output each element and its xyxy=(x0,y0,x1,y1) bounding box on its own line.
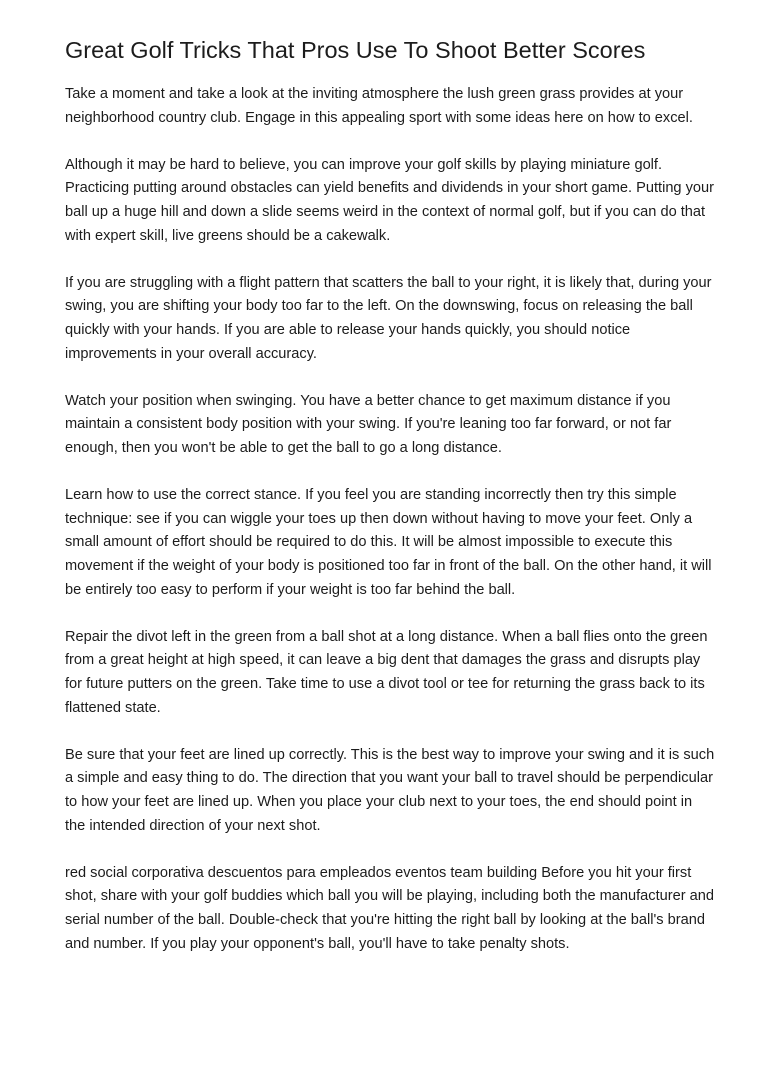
paragraph-feet-alignment: Be sure that your feet are lined up correctly. This is the best way to improve your swing and it is such a simple and easy thing to do. The direction that you want your ball to travel should be perpendicular to how your feet are lined up. When you place your club next to your toes, the end should point in the intended direction of your next shot. xyxy=(65,746,715,834)
document-page xyxy=(65,34,715,980)
paragraph-swing-position: Watch your position when swinging. You have a better chance to get maximum distance if you maintain a consistent body position with your swing. If you're leaning too far forward, or not far enough, then you won't be able to get the ball to go a long distance. xyxy=(65,392,672,456)
paragraph-ball-identification: red social corporativa descuentos para empleados eventos team building Before you hit your first shot, share with your golf buddies which ball you will be playing, including both the manufacturer and serial number of the ball. Double-check that you're hitting the right ball by looking at the ball's brand and number. If you play your opponent's ball, you'll have to take penalty shots. xyxy=(65,864,714,952)
paragraph-miniature-golf: Although it may be hard to believe, you can improve your golf skills by playing miniature golf. Practicing putting around obstacles can yield benefits and dividends in your short game. Putting your ball up a huge hill and down a slide seems weird in the context of normal golf, but if you can do that with expert skill, live greens should be a cakewalk. xyxy=(65,156,714,244)
paragraph-flight-pattern: If you are struggling with a flight pattern that scatters the ball to your right, it is likely that, during your swing, you are shifting your body too far to the left. On the downswing, focus on releasing the ball quickly with your hands. If you are able to release your hands quickly, you should notice improvements in your overall accuracy. xyxy=(65,274,712,362)
paragraph-miniature-intro: Take a moment and take a look at the inviting atmosphere the lush green grass provides at your neighborhood country club. Engage in this appealing sport with some ideas here on how to excel. xyxy=(65,86,693,126)
paragraph-repair-divot: Repair the divot left in the green from a ball shot at a long distance. When a ball flies onto the green from a great height at high speed, it can leave a big dent that damages the grass and disrupts play for future putters on the green. Take time to use a divot tool or tee for returning the grass back to its flattened state. xyxy=(65,628,708,716)
paragraph-correct-stance: Learn how to use the correct stance. If you feel you are standing incorrectly then try this simple technique: see if you can wiggle your toes up then down without having to move your feet. Only a small amount of effort should be required to do this. It will be almost impossible to execute this movement if the weight of your body is positioned too far in front of the ball. On the other hand, it will be entirely too easy to perform if your weight is too far behind the ball. xyxy=(65,486,712,598)
document-title: Great Golf Tricks That Pros Use To Shoot Better Scores xyxy=(65,37,646,63)
